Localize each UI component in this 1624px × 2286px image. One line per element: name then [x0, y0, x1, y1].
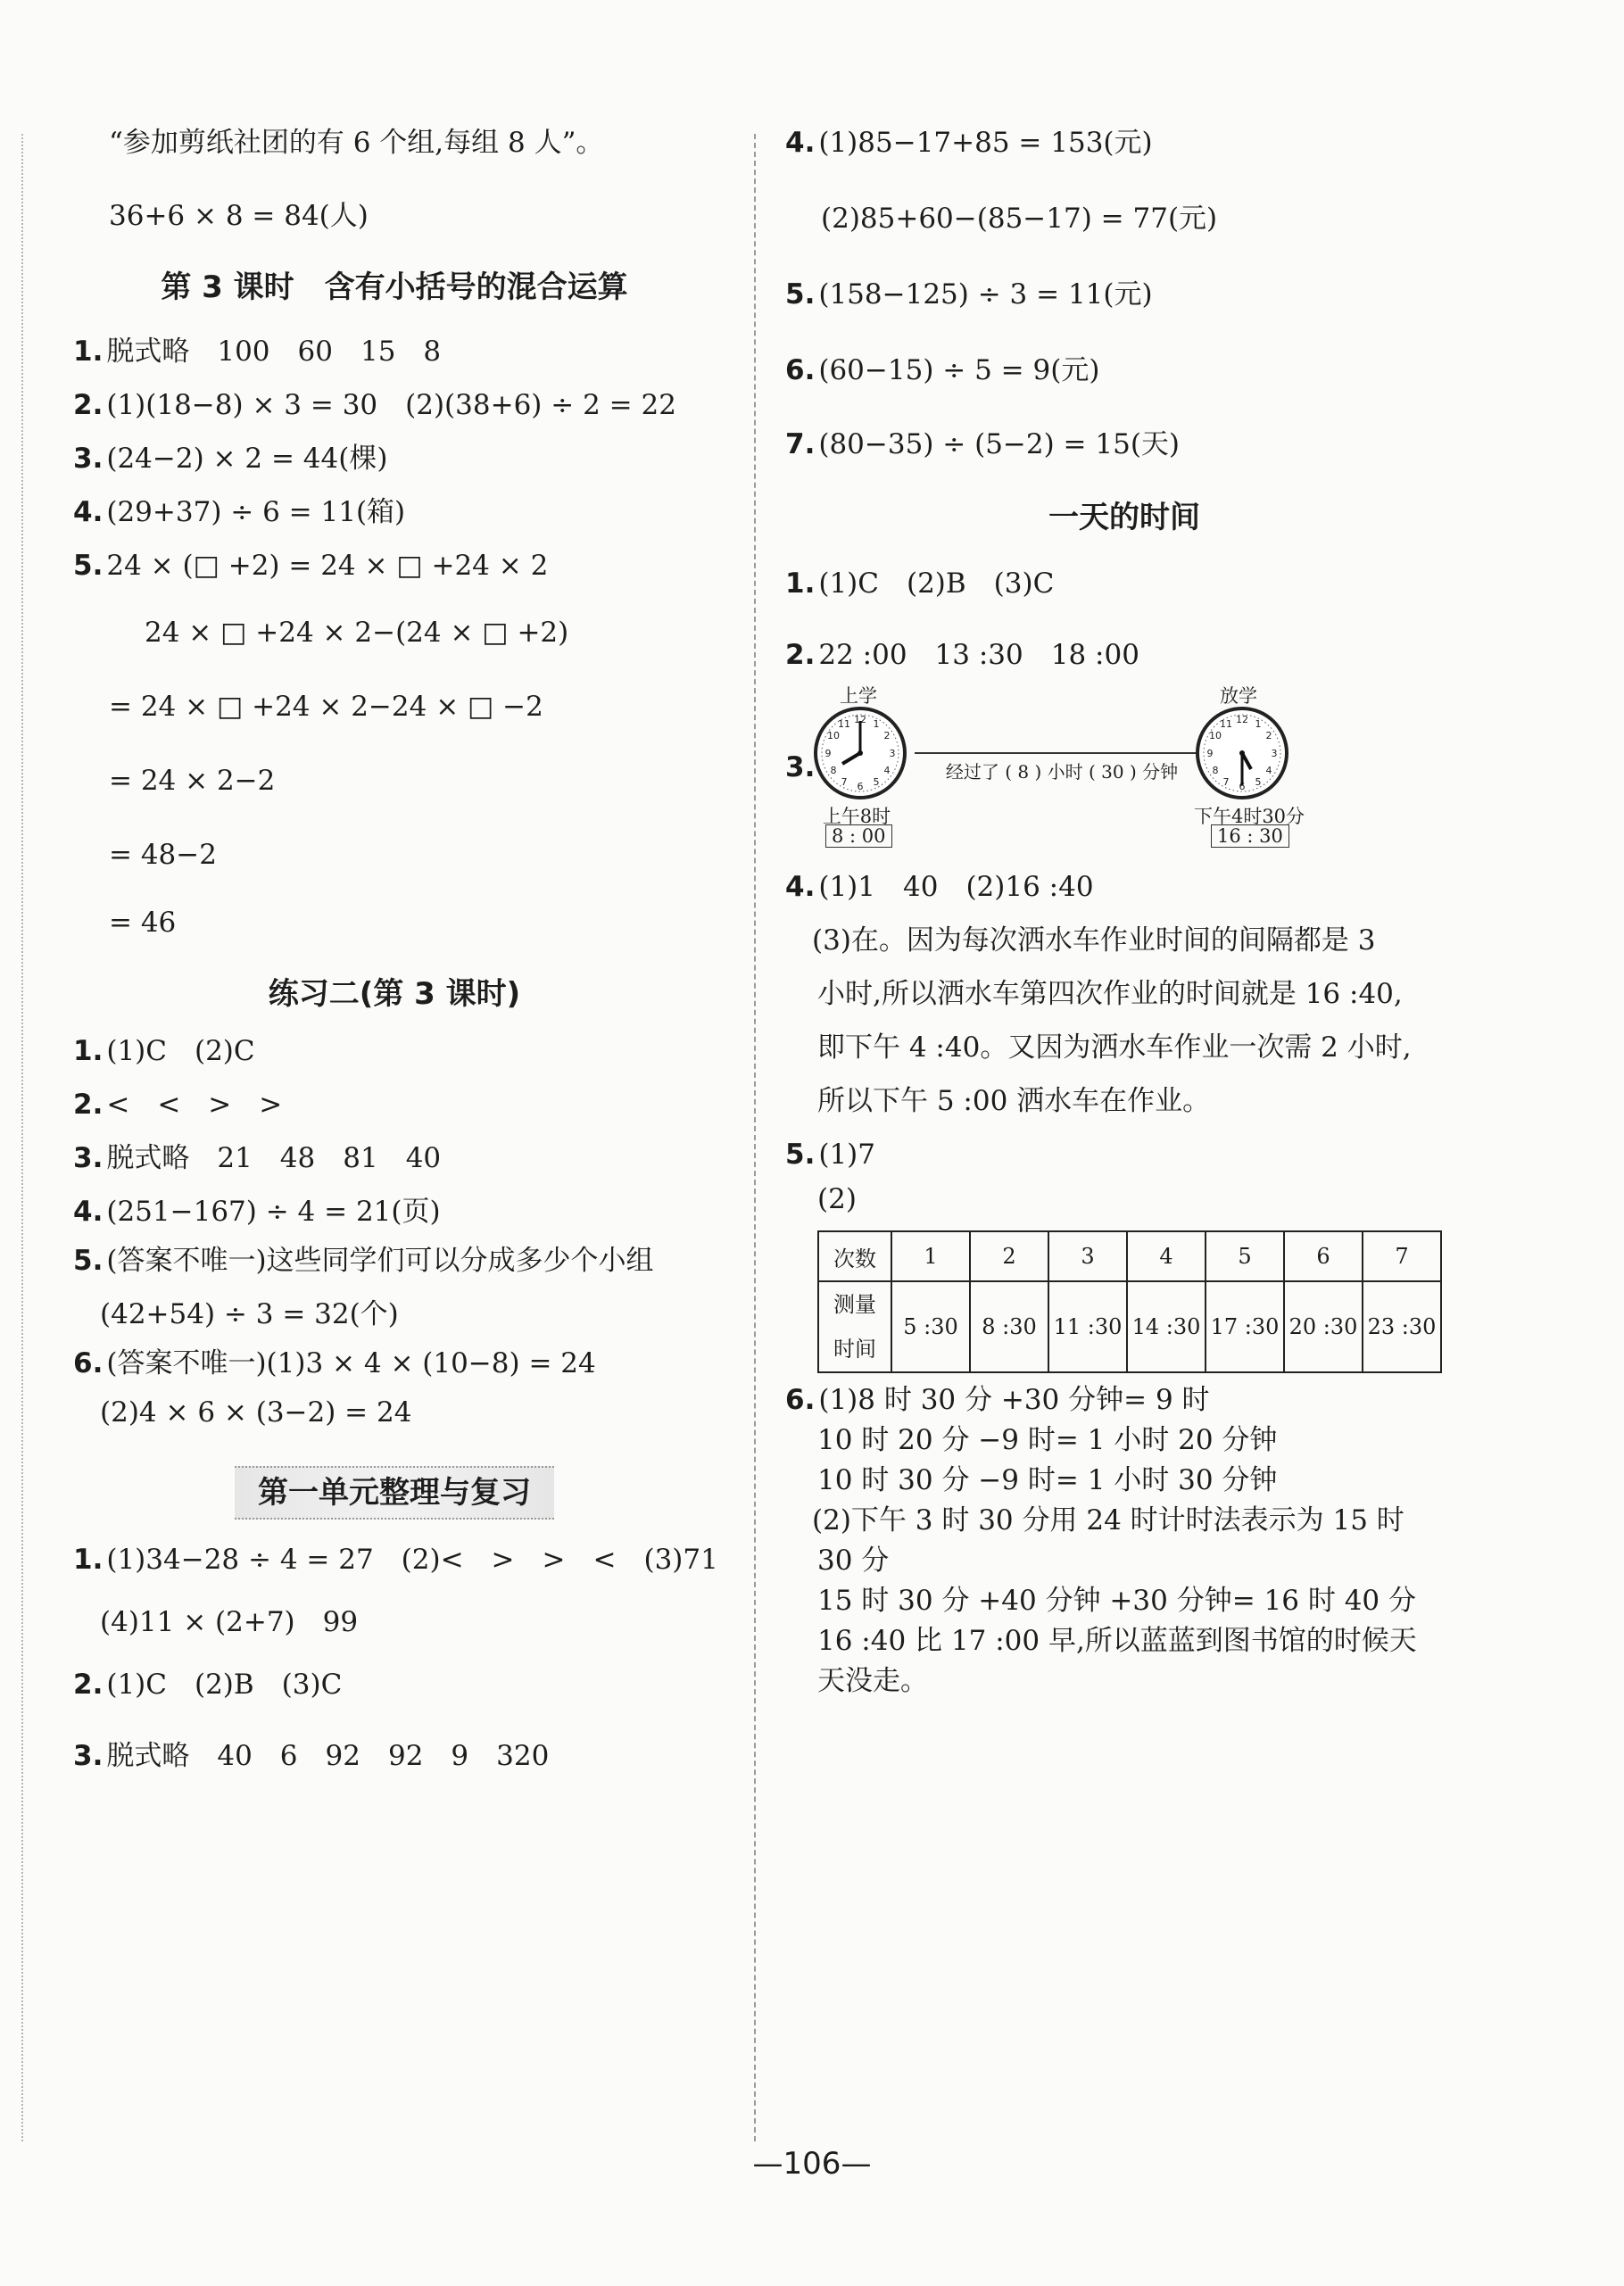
svg-text:1: 1 [873, 718, 880, 730]
measurement-table-wrap [817, 1230, 1496, 1373]
prev-q5: 5. (158−125) ÷ 3 = 11(元) [785, 278, 1153, 311]
table-cell: 17 :30 [1206, 1281, 1284, 1372]
measurement-table [817, 1230, 1442, 1373]
table-cell: 14 :30 [1127, 1281, 1206, 1372]
binding-edge [21, 134, 23, 2141]
day-time-q2: 2. 22 :00 13 :30 18 :00 [785, 639, 1139, 671]
clock2-label: 放学 [1220, 685, 1257, 707]
day-time-q5: 5. (1)7 [785, 1139, 875, 1171]
unit1-q2: 2. (1)C (2)B (3)C [73, 1669, 343, 1701]
clock2-caption: 下午4时30分 [1193, 806, 1305, 827]
svg-text:1: 1 [1255, 718, 1262, 730]
day-time-q3-number: 3. [785, 751, 816, 783]
svg-text:9: 9 [824, 748, 832, 759]
table-row-counts [818, 1231, 1441, 1281]
day-time-q4-line5: 所以下午 5 :00 洒水车在作业。 [817, 1085, 1211, 1117]
prev-q7: 7. (80−35) ÷ (5−2) = 15(天) [785, 428, 1181, 460]
intro-quote: “参加剪纸社团的有 6 个组,每组 8 人”。 [109, 127, 604, 159]
elapsed-time-text: 经过了 ( 8 ) 小时 ( 30 ) 分钟 [945, 761, 1179, 783]
table-cell: 6 [1284, 1231, 1363, 1281]
table-cell: 8 :30 [970, 1281, 1048, 1372]
svg-text:4: 4 [1265, 765, 1272, 776]
clock-icon-school-start [812, 705, 908, 801]
day-time-q6-line5: 30 分 [817, 1545, 890, 1577]
unit1-title-box [73, 1466, 716, 1520]
svg-text:12: 12 [854, 714, 866, 725]
practice2-q2: 2. < < > > [73, 1089, 283, 1121]
day-time-q5-part2: (2) [817, 1183, 857, 1215]
right-column [785, 125, 1463, 1697]
unit1-q1-part4: (4)11 × (2+7) 99 [100, 1606, 359, 1638]
svg-text:10: 10 [827, 730, 840, 741]
day-time-q1: 1. (1)C (2)B (3)C [785, 567, 1055, 600]
day-time-q4: 4. (1)1 40 (2)16 :40 [785, 871, 1094, 903]
lesson3-q5-step1: 24 × □ +24 × 2−(24 × □ +2) [145, 617, 569, 649]
svg-text:7: 7 [841, 776, 848, 788]
practice2-q1: 1. (1)C (2)C [73, 1035, 255, 1067]
svg-text:10: 10 [1209, 730, 1222, 741]
lesson3-q5-step5: = 46 [109, 907, 177, 939]
table-cell: 5 [1206, 1231, 1284, 1281]
practice2-title: 练习二(第 3 课时) [268, 976, 521, 1012]
prev-q4: 4. (1)85−17+85 = 153(元) [785, 127, 1153, 159]
day-time-q4-part3: (3)在。因为每次洒水车作业时间的间隔都是 3 [812, 924, 1376, 957]
table-row-times [818, 1281, 1441, 1372]
left-column [73, 125, 718, 1772]
lesson3-q3: 3. (24−2) × 2 = 44(棵) [73, 443, 388, 475]
table-head-count: 次数 [818, 1231, 891, 1281]
table-cell: 1 [891, 1231, 970, 1281]
table-cell: 11 :30 [1048, 1281, 1127, 1372]
day-time-q6: 6. (1)8 时 30 分 +30 分钟= 9 时 [785, 1384, 1210, 1416]
svg-text:6: 6 [1239, 781, 1246, 792]
column-divider [754, 134, 756, 2141]
practice2-q6: 6. (答案不唯一)(1)3 × 4 × (10−8) = 24 [73, 1347, 596, 1379]
svg-text:2: 2 [1265, 730, 1272, 741]
svg-text:3: 3 [1271, 748, 1278, 759]
svg-text:5: 5 [1255, 776, 1262, 788]
svg-text:11: 11 [1220, 718, 1232, 730]
svg-text:8: 8 [830, 765, 837, 776]
lesson3-title: 第 3 课时 含有小括号的混合运算 [161, 269, 628, 305]
day-time-q6-line3: 10 时 30 分 −9 时= 1 小时 30 分钟 [817, 1464, 1278, 1496]
clock-figure [785, 673, 1463, 860]
svg-text:7: 7 [1222, 776, 1230, 788]
prev-q4-part2: (2)85+60−(85−17) = 77(元) [821, 203, 1218, 235]
table-cell: 7 [1363, 1231, 1441, 1281]
table-cell: 20 :30 [1284, 1281, 1363, 1372]
svg-text:8: 8 [1212, 765, 1219, 776]
day-time-q6-line6: 15 时 30 分 +40 分钟 +30 分钟= 16 时 40 分 [817, 1585, 1416, 1617]
svg-text:2: 2 [883, 730, 891, 741]
clock1-label: 上学 [840, 685, 877, 707]
table-cell: 3 [1048, 1231, 1127, 1281]
prev-q6: 6. (60−15) ÷ 5 = 9(元) [785, 354, 1100, 386]
table-cell: 2 [970, 1231, 1048, 1281]
unit1-q1: 1. (1)34−28 ÷ 4 = 27 (2)< > > < (3)71 [73, 1544, 718, 1576]
intro-calc: 36+6 × 8 = 84(人) [109, 200, 369, 232]
svg-text:3: 3 [889, 748, 896, 759]
practice2-q3: 3. 脱式略 21 48 81 40 [73, 1142, 442, 1174]
svg-text:12: 12 [1236, 714, 1248, 725]
table-cell: 4 [1127, 1231, 1206, 1281]
lesson3-q5: 5. 24 × (□ +2) = 24 × □ +24 × 2 [73, 550, 549, 582]
table-cell: 23 :30 [1363, 1281, 1441, 1372]
clock2-time-box: 16 : 30 [1211, 824, 1289, 848]
clock1-caption: 上午8时 [822, 806, 891, 827]
day-time-q4-line4: 即下午 4 :40。又因为洒水车作业一次需 2 小时, [817, 1031, 1412, 1064]
lesson3-q5-step2: = 24 × □ +24 × 2−24 × □ −2 [109, 691, 543, 723]
practice2-q6-part2: (2)4 × 6 × (3−2) = 24 [100, 1396, 412, 1429]
day-time-q6-line7: 16 :40 比 17 :00 早,所以蓝蓝到图书馆的时候天 [817, 1625, 1417, 1657]
page-number: —106— [752, 2146, 872, 2182]
day-time-title: 一天的时间 [1048, 500, 1200, 535]
practice2-q4: 4. (251−167) ÷ 4 = 21(页) [73, 1196, 441, 1228]
day-time-q6-part2: (2)下午 3 时 30 分用 24 时计时法表示为 15 时 [812, 1504, 1404, 1536]
svg-text:9: 9 [1206, 748, 1214, 759]
day-time-q4-line3: 小时,所以洒水车第四次作业的时间就是 16 :40, [817, 978, 1403, 1010]
practice2-q5: 5. (答案不唯一)这些同学们可以分成多少个小组 [73, 1245, 654, 1277]
day-time-q6-line8: 天没走。 [817, 1665, 928, 1697]
lesson3-q2: 2. (1)(18−8) × 3 = 30 (2)(38+6) ÷ 2 = 22 [73, 389, 676, 421]
lesson3-q5-step3: = 24 × 2−2 [109, 765, 276, 797]
svg-text:11: 11 [838, 718, 850, 730]
svg-text:6: 6 [857, 781, 864, 792]
lesson3-q5-step4: = 48−2 [109, 839, 217, 871]
unit1-title: 第一单元整理与复习 [235, 1466, 554, 1520]
svg-text:4: 4 [883, 765, 891, 776]
day-time-q6-line2: 10 时 20 分 −9 时= 1 小时 20 分钟 [817, 1424, 1278, 1456]
lesson3-q4: 4. (29+37) ÷ 6 = 11(箱) [73, 496, 406, 528]
lesson3-q1: 1. 脱式略 100 60 15 8 [73, 335, 442, 368]
clock-icon-school-end [1194, 705, 1290, 801]
clock1-time-box: 8 : 00 [825, 824, 892, 848]
table-head-time: 测量 时间 [818, 1281, 891, 1372]
practice2-q5-calc: (42+54) ÷ 3 = 32(个) [100, 1298, 399, 1330]
svg-text:5: 5 [873, 776, 880, 788]
unit1-q3: 3. 脱式略 40 6 92 92 9 320 [73, 1740, 550, 1772]
table-cell: 5 :30 [891, 1281, 970, 1372]
